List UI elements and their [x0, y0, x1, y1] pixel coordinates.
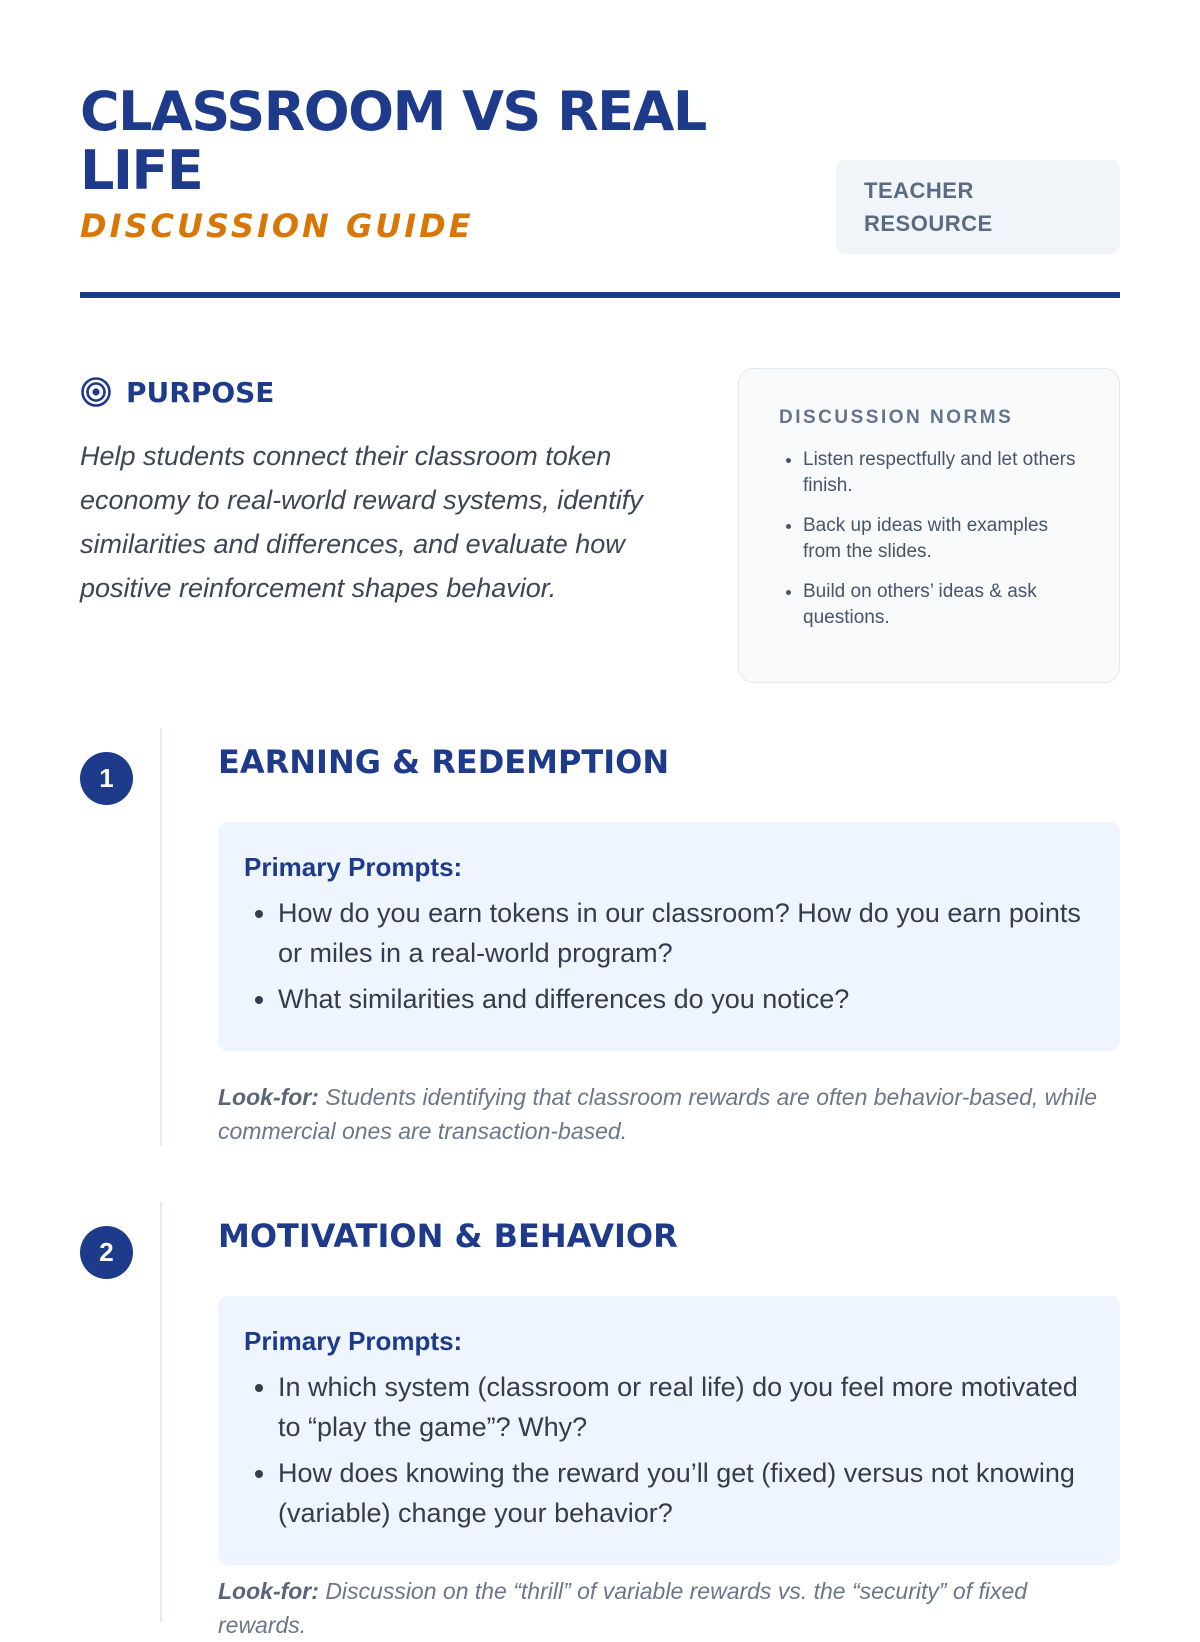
section-timeline-line — [160, 728, 162, 1146]
section-title: MOTIVATION & BEHAVIOR — [218, 1217, 678, 1255]
page-title: CLASSROOM VS REAL LIFE — [80, 80, 706, 202]
prompt-item: • How does knowing the reward you’ll get (fixed) versus not knowing (variable) change your behavior? — [278, 1453, 1094, 1533]
look-for-note — [218, 1574, 1120, 1642]
prompt-item: • How do you earn tokens in our classroom? How do you earn points or miles in a real-world program? — [278, 893, 1094, 973]
section-timeline-line — [160, 1202, 162, 1622]
prompt-item: • What similarities and differences do you notice? — [278, 979, 1094, 1019]
prompt-list — [244, 1367, 1094, 1533]
purpose-heading — [80, 372, 274, 412]
section-number-badge: 1 — [80, 752, 133, 805]
prompt-list — [244, 893, 1094, 1019]
look-for-text: Discussion on the “thrill” of variable rewards vs. the “security” of fixed rewards. — [218, 1578, 1028, 1638]
norm-item — [803, 447, 1081, 499]
page-subtitle: DISCUSSION GUIDE — [80, 207, 474, 245]
primary-prompts-label: Primary Prompts: — [244, 852, 463, 882]
look-for-label: Look-for: — [218, 1084, 319, 1110]
norms-list — [779, 447, 1081, 631]
norm-item — [803, 513, 1081, 565]
purpose-label: PURPOSE — [126, 375, 275, 409]
section-title: EARNING & REDEMPTION — [218, 743, 670, 781]
primary-prompts-box — [218, 822, 1120, 1051]
section-number-badge: 2 — [80, 1226, 133, 1279]
prompt-item: • In which system (classroom or real life) do you feel more motivated to “play the game”? Why? — [278, 1367, 1094, 1447]
discussion-norms-card — [738, 368, 1120, 683]
primary-prompts-label: Primary Prompts: — [244, 1326, 463, 1356]
purpose-text: Help students connect their classroom token economy to real-world reward systems, identify similarities and differences, and evaluate how positive reinforcement shapes behavior. — [80, 441, 643, 603]
norm-text: Listen respectfully and let others finish. — [803, 449, 1076, 496]
norms-title: DISCUSSION NORMS — [779, 407, 1014, 428]
discussion-guide-page — [80, 0, 1120, 1638]
norm-text: Build on others’ ideas & ask questions. — [803, 581, 1037, 628]
target-icon — [80, 376, 112, 408]
look-for-text: Students identifying that classroom rewards are often behavior-based, while commercial ones are transaction-based. — [218, 1084, 1098, 1144]
look-for-note — [218, 1080, 1120, 1148]
teacher-resource-badge: TEACHER RESOURCE — [836, 160, 1120, 254]
norm-item — [803, 579, 1081, 631]
norm-text: Back up ideas with examples from the slides. — [803, 515, 1049, 562]
header-divider — [80, 292, 1120, 298]
look-for-label: Look-for: — [218, 1578, 319, 1604]
primary-prompts-box — [218, 1296, 1120, 1565]
